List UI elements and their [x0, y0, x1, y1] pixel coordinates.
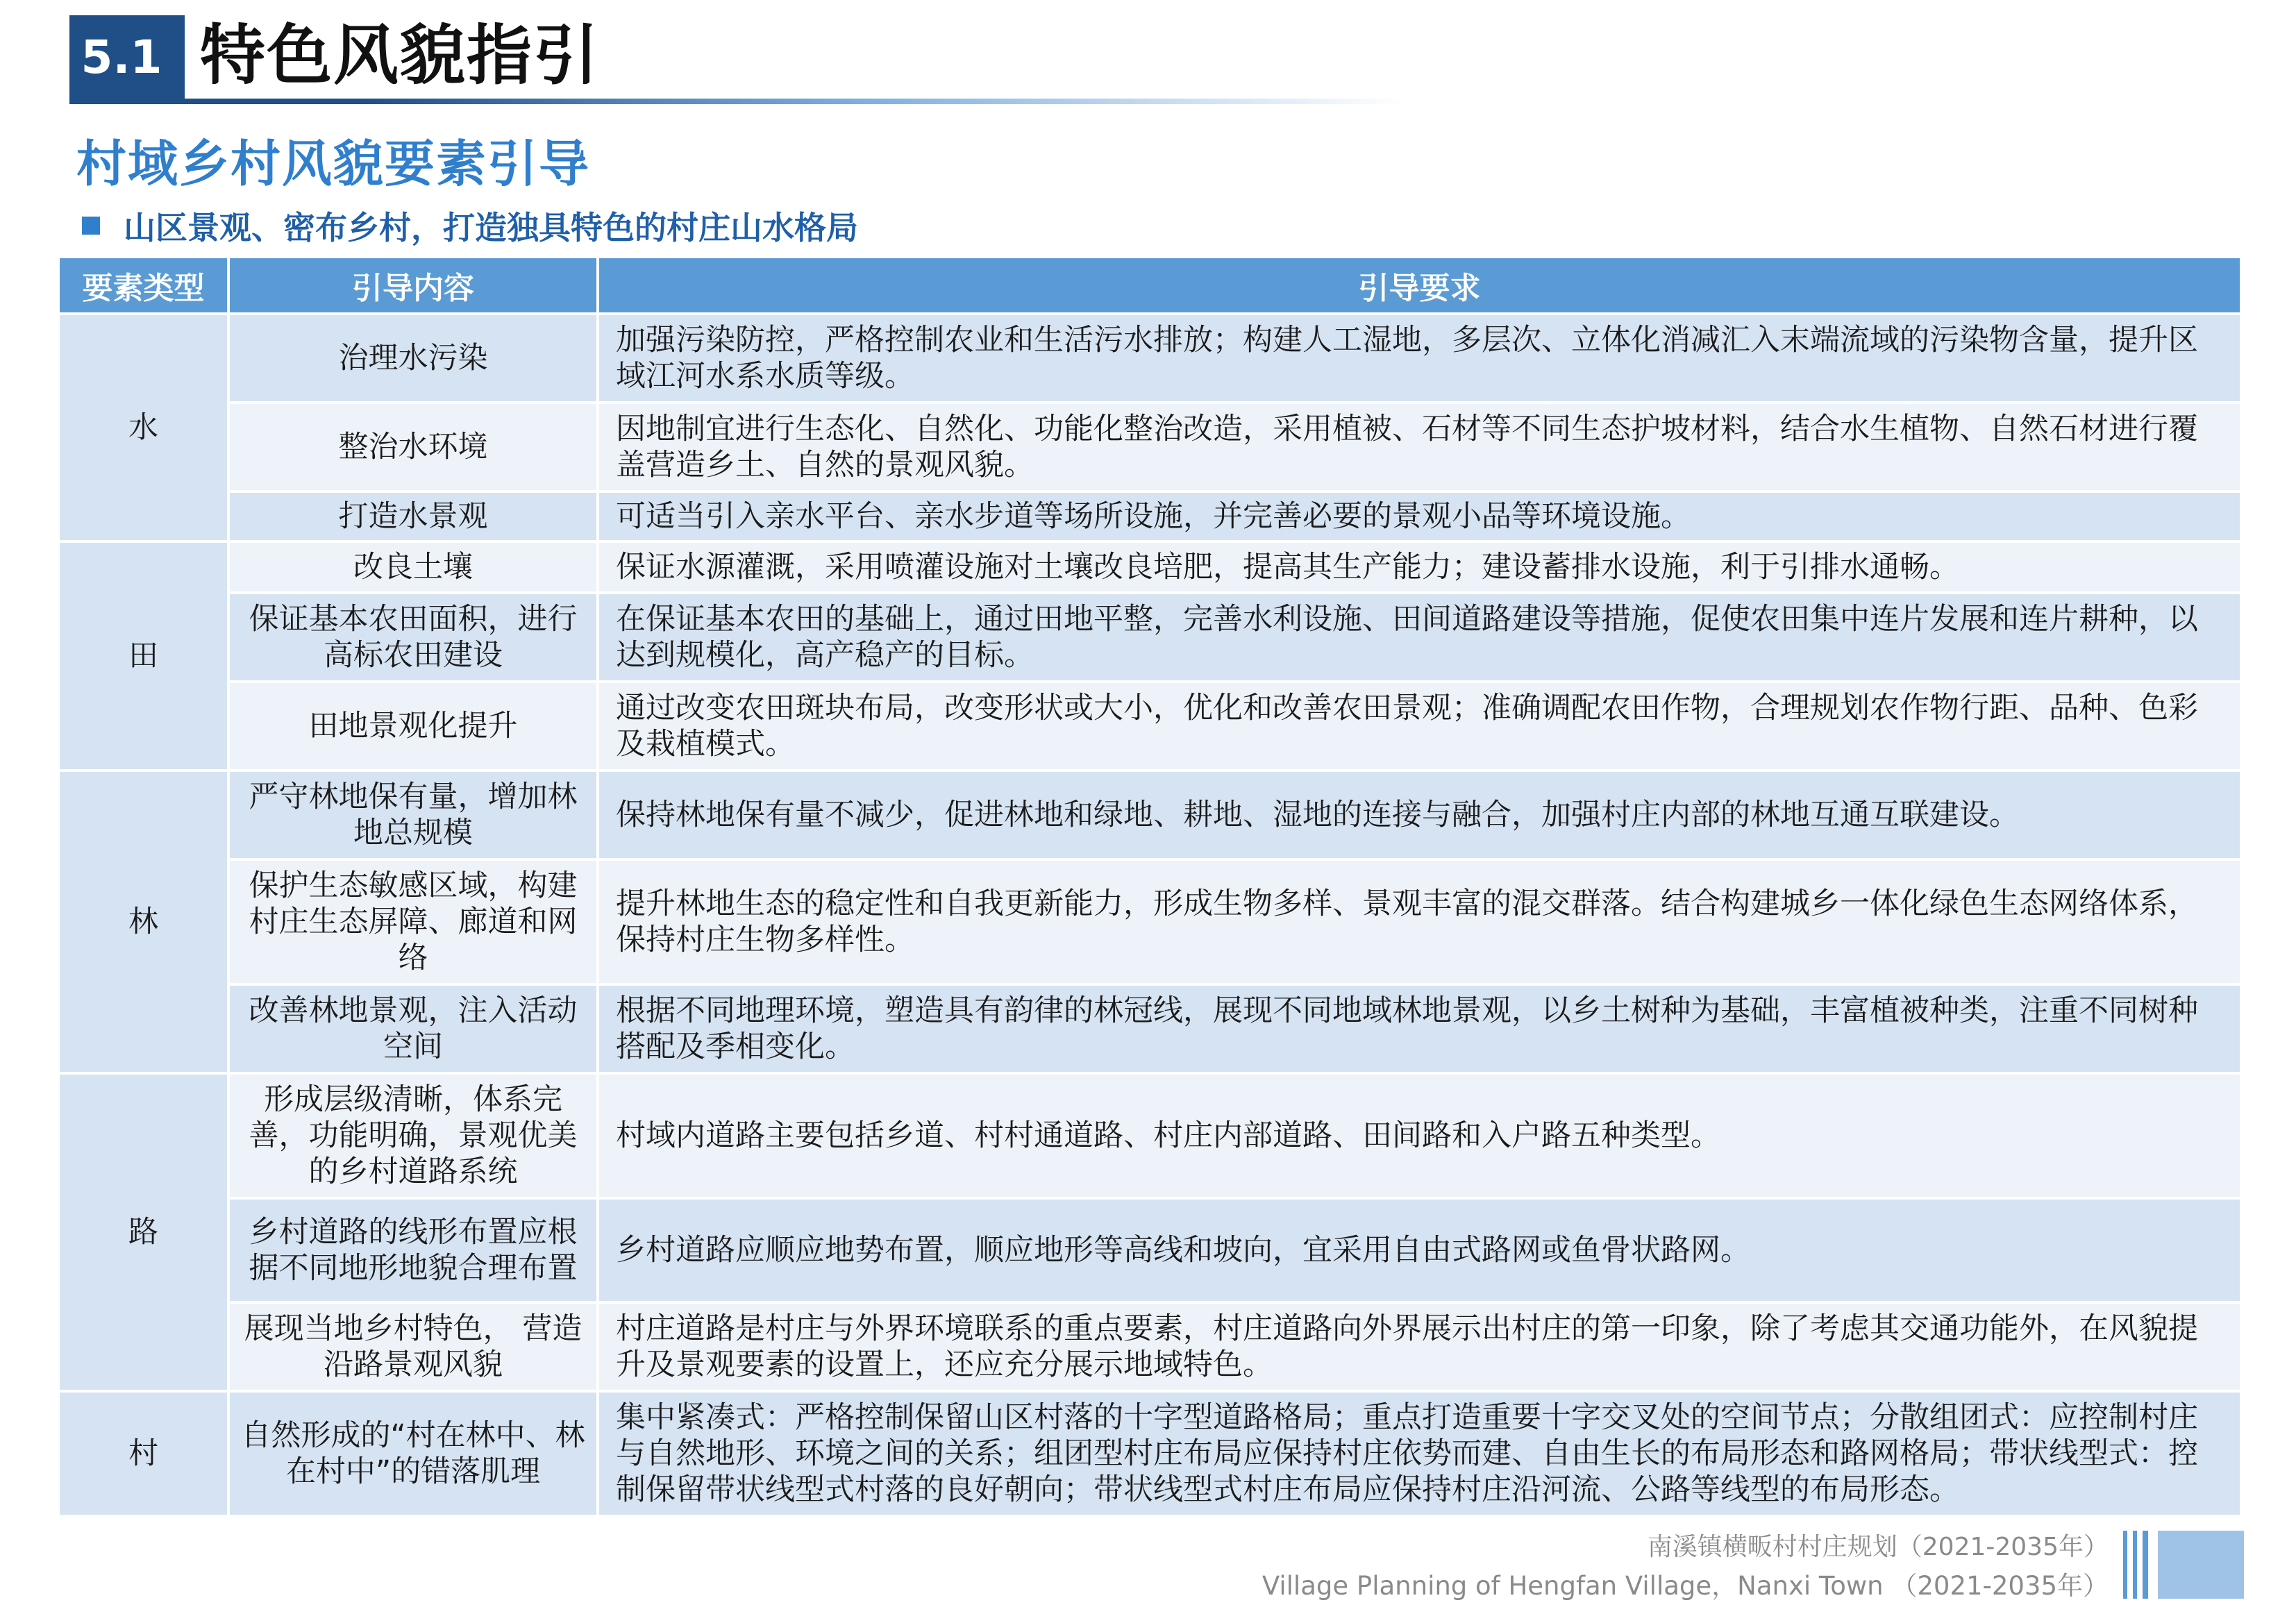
- section-divider: [174, 15, 185, 99]
- column-header-requirement: 引导要求: [598, 257, 2241, 314]
- guidance-content-cell: 打造水景观: [228, 491, 598, 541]
- guidance-content-cell: 改良土壤: [228, 541, 598, 593]
- element-type-cell: 林: [58, 771, 228, 1073]
- page-subtitle: 村域乡村风貌要素引导: [76, 135, 591, 193]
- footer-project-title-cn: 南溪镇横畈村村庄规划（2021-2035年）: [1647, 1533, 2109, 1561]
- header-underline: [69, 99, 1402, 104]
- table-row: [58, 593, 2241, 682]
- guidance-content-cell: 保证基本农田面积，进行高标农田建设: [228, 593, 598, 682]
- table-row: [58, 984, 2241, 1073]
- table-header-row: [58, 257, 2241, 314]
- table-row: [58, 682, 2241, 771]
- table-row: [58, 491, 2241, 541]
- square-bullet-icon: [82, 217, 100, 235]
- table-row: [58, 1391, 2241, 1516]
- table-row: [58, 541, 2241, 593]
- bullet-heading-text: 山区景观、密布乡村，打造独具特色的村庄山水格局: [124, 209, 858, 246]
- guidance-requirement-cell: 根据不同地理环境，塑造具有韵律的林冠线，展现不同地域林地景观，以乡土树种为基础，丰富植被种类，注重不同树种搭配及季相变化。: [598, 984, 2241, 1073]
- guidance-requirement-cell: 可适当引入亲水平台、亲水步道等场所设施，并完善必要的景观小品等环境设施。: [598, 491, 2241, 541]
- guidance-requirement-cell: 村庄道路是村庄与外界环境联系的重点要素，村庄道路向外界展示出村庄的第一印象，除了考虑其交通功能外，在风貌提升及景观要素的设置上，还应充分展示地域特色。: [598, 1302, 2241, 1391]
- guidance-requirement-cell: 保证水源灌溉，采用喷灌设施对土壤改良培肥，提高其生产能力；建设蓄排水设施，利于引排水通畅。: [598, 541, 2241, 593]
- section-number: 5.1: [69, 15, 174, 99]
- guidance-content-cell: 整治水环境: [228, 403, 598, 491]
- guidance-content-cell: 改善林地景观，注入活动空间: [228, 984, 598, 1073]
- guidance-requirement-cell: 乡村道路应顺应地势布置，顺应地形等高线和坡向，宜采用自由式路网或鱼骨状路网。: [598, 1198, 2241, 1302]
- guidance-requirement-cell: 因地制宜进行生态化、自然化、功能化整治改造，采用植被、石材等不同生态护坡材料，结合水生植物、自然石材进行覆盖营造乡土、自然的景观风貌。: [598, 403, 2241, 491]
- element-type-cell: 村: [58, 1391, 228, 1516]
- table-row: [58, 771, 2241, 859]
- guidance-content-cell: 治理水污染: [228, 314, 598, 403]
- table-row: [58, 1198, 2241, 1302]
- guidance-table: [57, 255, 2243, 1517]
- element-type-cell: 路: [58, 1073, 228, 1391]
- guidance-content-cell: 乡村道路的线形布置应根据不同地形地貌合理布置: [228, 1198, 598, 1302]
- bullet-heading: [82, 201, 858, 250]
- element-type-cell: 水: [58, 314, 228, 541]
- guidance-requirement-cell: 在保证基本农田的基础上，通过田地平整，完善水利设施、田间道路建设等措施，促使农田集中连片发展和连片耕种，以达到规模化，高产稳产的目标。: [598, 593, 2241, 682]
- table-row: [58, 1302, 2241, 1391]
- table-row: [58, 859, 2241, 984]
- guidance-requirement-cell: 提升林地生态的稳定性和自我更新能力，形成生物多样、景观丰富的混交群落。结合构建城乡一体化绿色生态网络体系，保持村庄生物多样性。: [598, 859, 2241, 984]
- guidance-requirement-cell: 通过改变农田斑块布局，改变形状或大小，优化和改善农田景观；准确调配农田作物，合理规划农作物行距、品种、色彩及栽植模式。: [598, 682, 2241, 771]
- column-header-content: 引导内容: [228, 257, 598, 314]
- guidance-content-cell: 田地景观化提升: [228, 682, 598, 771]
- footer-block-decoration: [2158, 1531, 2244, 1599]
- table-row: [58, 314, 2241, 403]
- guidance-requirement-cell: 加强污染防控，严格控制农业和生活污水排放；构建人工湿地，多层次、立体化消减汇入末端流域的污染物含量，提升区域江河水系水质等级。: [598, 314, 2241, 403]
- guidance-content-cell: 形成层级清晰，体系完善，功能明确，景观优美的乡村道路系统: [228, 1073, 598, 1198]
- guidance-content-cell: 自然形成的“村在林中、林在村中”的错落肌理: [228, 1391, 598, 1516]
- guidance-requirement-cell: 集中紧凑式：严格控制保留山区村落的十字型道路格局；重点打造重要十字交叉处的空间节点；分散组团式：应控制村庄与自然地形、环境之间的关系；组团型村庄布局应保持村庄依势而建、自由生长的布局形态和路网格局；带状线型式：控制保留带状线型式村落的良好朝向；带状线型式村庄布局应保持村庄沿河流、公路等线型的布局形态。: [598, 1391, 2241, 1516]
- guidance-requirement-cell: 村域内道路主要包括乡道、村村通道路、村庄内部道路、田间路和入户路五种类型。: [598, 1073, 2241, 1198]
- table-row: [58, 1073, 2241, 1198]
- column-header-type: 要素类型: [58, 257, 228, 314]
- page-title: 特色风貌指引: [200, 18, 601, 94]
- table-row: [58, 403, 2241, 491]
- guidance-requirement-cell: 保持林地保有量不减少，促进林地和绿地、耕地、湿地的连接与融合，加强村庄内部的林地互通互联建设。: [598, 771, 2241, 859]
- element-type-cell: 田: [58, 541, 228, 771]
- guidance-content-cell: 展现当地乡村特色， 营造沿路景观风貌: [228, 1302, 598, 1391]
- guidance-content-cell: 严守林地保有量，增加林地总规模: [228, 771, 598, 859]
- guidance-content-cell: 保护生态敏感区域，构建村庄生态屏障、廊道和网络: [228, 859, 598, 984]
- footer-project-title-en: Village Planning of Hengfan Village，Nanxi Town （2021-2035年）: [1262, 1571, 2109, 1601]
